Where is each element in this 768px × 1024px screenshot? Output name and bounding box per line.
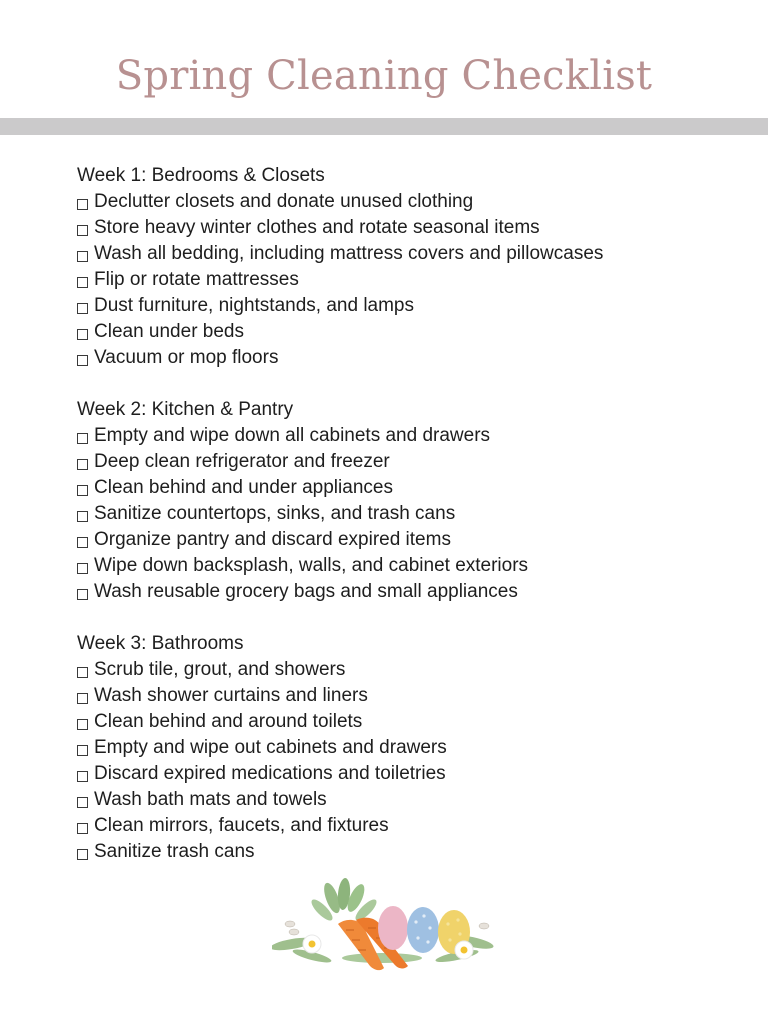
checklist-item[interactable]	[77, 761, 603, 787]
checklist-item[interactable]	[77, 267, 603, 293]
item-label: Declutter closets and donate unused clothing	[94, 191, 474, 212]
item-label: Scrub tile, grout, and showers	[94, 659, 346, 680]
checkbox[interactable]	[77, 433, 88, 444]
item-label: Clean under beds	[94, 321, 244, 342]
checklist-item[interactable]	[77, 423, 603, 449]
checklist-item[interactable]	[77, 787, 603, 813]
item-label: Store heavy winter clothes and rotate seasonal items	[94, 217, 540, 238]
section-week-3	[77, 631, 603, 865]
item-label: Wash all bedding, including mattress covers and pillowcases	[94, 243, 604, 264]
item-label: Wash reusable grocery bags and small appliances	[94, 581, 518, 602]
item-label: Clean behind and under appliances	[94, 477, 393, 498]
checklist-item[interactable]	[77, 319, 603, 345]
checkbox[interactable]	[77, 277, 88, 288]
checkbox[interactable]	[77, 745, 88, 756]
checklist-item[interactable]	[77, 709, 603, 735]
section-heading: Week 3: Bathrooms	[77, 633, 244, 654]
checkbox[interactable]	[77, 823, 88, 834]
checklist-item[interactable]	[77, 657, 603, 683]
checkbox[interactable]	[77, 303, 88, 314]
checkbox[interactable]	[77, 771, 88, 782]
checkbox[interactable]	[77, 511, 88, 522]
checklist-item[interactable]	[77, 345, 603, 371]
checklist	[77, 163, 603, 891]
checkbox[interactable]	[77, 485, 88, 496]
item-label: Vacuum or mop floors	[94, 347, 279, 368]
header-divider	[0, 118, 768, 135]
checklist-item[interactable]	[77, 293, 603, 319]
item-label: Empty and wipe down all cabinets and drawers	[94, 425, 491, 446]
item-label: Wipe down backsplash, walls, and cabinet exteriors	[94, 555, 529, 576]
checkbox[interactable]	[77, 693, 88, 704]
checklist-item[interactable]	[77, 683, 603, 709]
checkbox[interactable]	[77, 251, 88, 262]
checklist-item[interactable]	[77, 215, 603, 241]
checkbox[interactable]	[77, 225, 88, 236]
checklist-item[interactable]	[77, 241, 603, 267]
checkbox[interactable]	[77, 537, 88, 548]
page-title: Spring Cleaning Checklist	[115, 53, 653, 99]
item-label: Flip or rotate mattresses	[94, 269, 299, 290]
spring-illustration	[272, 876, 498, 976]
checklist-item[interactable]	[77, 449, 603, 475]
checklist-item[interactable]	[77, 813, 603, 839]
checkbox[interactable]	[77, 667, 88, 678]
checkbox[interactable]	[77, 719, 88, 730]
checklist-item[interactable]	[77, 475, 603, 501]
item-label: Deep clean refrigerator and freezer	[94, 451, 390, 472]
item-label: Clean mirrors, faucets, and fixtures	[94, 815, 389, 836]
checkbox[interactable]	[77, 199, 88, 210]
section-heading: Week 2: Kitchen & Pantry	[77, 399, 294, 420]
checklist-item[interactable]	[77, 527, 603, 553]
checkbox[interactable]	[77, 797, 88, 808]
section-heading: Week 1: Bedrooms & Closets	[77, 165, 325, 186]
checkbox[interactable]	[77, 355, 88, 366]
checklist-item[interactable]	[77, 839, 603, 865]
item-label: Wash bath mats and towels	[94, 789, 327, 810]
item-label: Sanitize countertops, sinks, and trash cans	[94, 503, 456, 524]
section-week-1	[77, 163, 603, 371]
checklist-item[interactable]	[77, 501, 603, 527]
checklist-item[interactable]	[77, 553, 603, 579]
item-label: Organize pantry and discard expired items	[94, 529, 451, 550]
checkbox[interactable]	[77, 563, 88, 574]
checklist-item[interactable]	[77, 735, 603, 761]
checklist-item[interactable]	[77, 579, 603, 605]
item-label: Empty and wipe out cabinets and drawers	[94, 737, 447, 758]
checkbox[interactable]	[77, 589, 88, 600]
item-label: Discard expired medications and toiletries	[94, 763, 446, 784]
checkbox[interactable]	[77, 849, 88, 860]
item-label: Sanitize trash cans	[94, 841, 255, 862]
checklist-item[interactable]	[77, 189, 603, 215]
item-label: Wash shower curtains and liners	[94, 685, 368, 706]
checkbox[interactable]	[77, 329, 88, 340]
item-label: Clean behind and around toilets	[94, 711, 363, 732]
item-label: Dust furniture, nightstands, and lamps	[94, 295, 415, 316]
section-week-2	[77, 397, 603, 605]
checkbox[interactable]	[77, 459, 88, 470]
